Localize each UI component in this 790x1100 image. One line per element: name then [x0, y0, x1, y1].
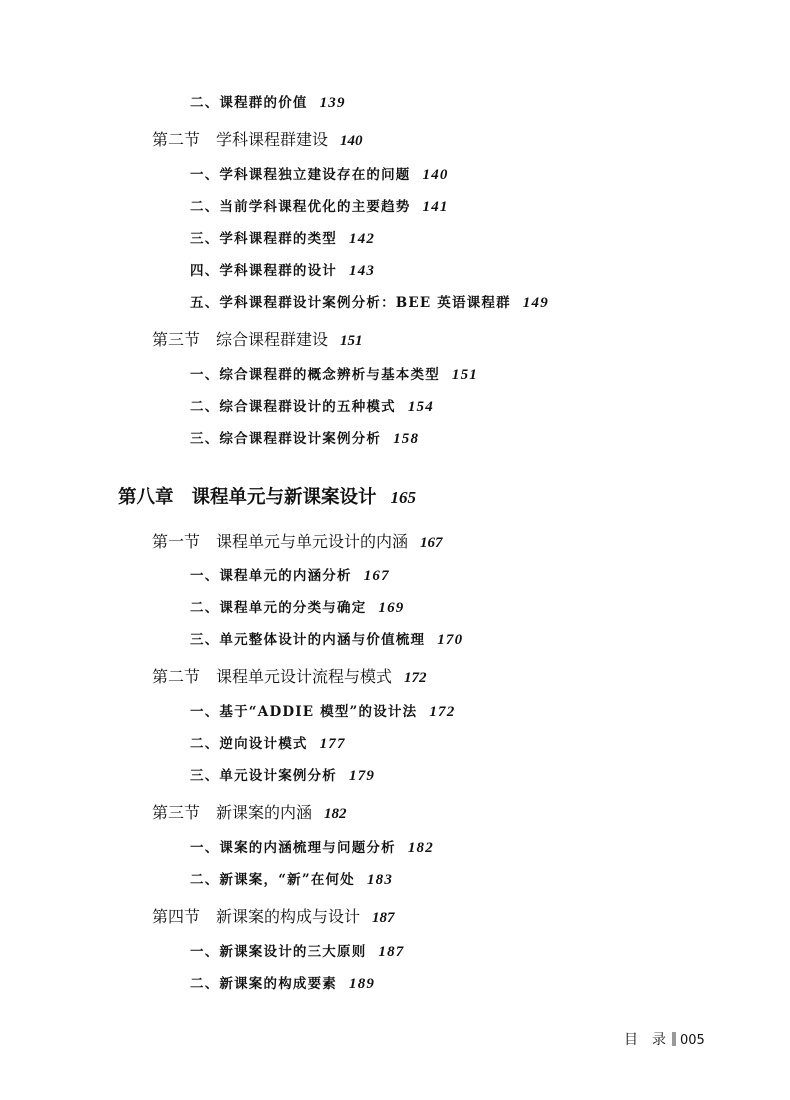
toc-entry-title: 新课案的内涵: [216, 803, 313, 822]
toc-entry-title: 学科课程群建设: [216, 130, 329, 149]
toc-entry-page: 187: [372, 910, 395, 926]
toc-entry-title: 三、学科课程群的类型: [190, 231, 337, 247]
toc-entry-page: 170: [437, 632, 464, 648]
toc-entry-page: 179: [349, 768, 376, 784]
toc-entry-title: 四、学科课程群的设计: [190, 263, 337, 279]
toc-entry-page: 189: [349, 976, 376, 992]
toc-entry-title: 二、新课案，“新”在何处: [190, 872, 355, 888]
toc-entry-page: 183: [366, 872, 394, 888]
toc-entry-title: 二、新课案的构成要素: [190, 976, 337, 992]
toc-entry-title: 二、课程群的价值: [190, 95, 308, 111]
toc-subsection: [190, 633, 463, 648]
toc-subsection: [190, 945, 405, 960]
toc-subsection: [190, 200, 449, 215]
toc-subsection: [190, 841, 434, 856]
footer-label: 目 录: [624, 1032, 666, 1048]
toc-entry-page: 141: [422, 199, 449, 215]
toc-entry-title: 二、综合课程群设计的五种模式: [190, 399, 396, 415]
toc-entry-page: 140: [340, 133, 363, 149]
page-footer: [624, 1029, 705, 1049]
toc-entry-title: 一、课案的内涵梳理与问题分析: [190, 840, 396, 856]
toc-entry-page: 177: [319, 736, 346, 752]
toc-entry-title: 一、课程单元的内涵分析: [190, 568, 352, 584]
toc-entry-page: 149: [522, 295, 549, 311]
toc-entry-title: 课程单元与新课案设计: [191, 487, 377, 508]
toc-subsection: [190, 368, 478, 383]
toc-entry-title: 一、新课案设计的三大原则: [190, 944, 367, 960]
toc-subsection: [190, 168, 449, 183]
toc-entry-title: 三、单元设计案例分析: [190, 768, 337, 784]
toc-entry-number: 第二节: [152, 667, 201, 686]
toc-entry-title: 二、当前学科课程优化的主要趋势: [190, 199, 411, 215]
toc-section: [152, 669, 427, 686]
toc-entry-title: 课程单元与单元设计的内涵: [216, 532, 409, 551]
toc-entry-title: 一、综合课程群的概念辨析与基本类型: [190, 367, 440, 383]
toc-subsection: [190, 264, 375, 279]
toc-entry-page: 169: [378, 600, 405, 616]
toc-entry-title: 一、学科课程独立建设存在的问题: [190, 167, 411, 183]
toc-entry-page: 154: [407, 399, 434, 415]
toc-subsection: [190, 705, 455, 720]
toc-subsection: [190, 569, 390, 584]
toc-entry-page: 142: [349, 231, 376, 247]
toc-section: [152, 332, 363, 349]
toc-entry-number: 第四节: [152, 907, 201, 926]
toc-subsection: [190, 96, 346, 111]
toc-entry-page: 187: [378, 944, 405, 960]
footer-divider: [672, 1032, 676, 1046]
toc-entry-page: 172: [404, 670, 427, 686]
toc-entry-page: 172: [429, 704, 456, 720]
toc-entry-number: 第三节: [152, 330, 201, 349]
toc-entry-page: 167: [363, 568, 390, 584]
toc-entry-page: 140: [422, 167, 449, 183]
toc-subsection: [190, 432, 419, 447]
toc-entry-title: 一、基于“ADDIE 模型”的设计法: [190, 704, 418, 720]
toc-section: [152, 909, 395, 926]
toc-entry-title: 综合课程群建设: [216, 330, 329, 349]
toc-subsection: [190, 232, 375, 247]
toc-subsection: [190, 296, 549, 311]
toc-entry-title: 课程单元设计流程与模式: [216, 667, 393, 686]
toc-entry-page: 143: [349, 263, 376, 279]
toc-entry-page: 151: [451, 367, 479, 383]
toc-entry-number: 第八章: [118, 487, 174, 508]
footer-page-number: 005: [680, 1033, 705, 1048]
toc-entry-page: 151: [340, 333, 363, 349]
toc-subsection: [190, 977, 375, 992]
toc-subsection: [190, 873, 393, 888]
toc-subsection: [190, 737, 346, 752]
toc-entry-number: 第二节: [152, 130, 201, 149]
toc-entry-title: 三、单元整体设计的内涵与价值梳理: [190, 632, 426, 648]
toc-entry-page: 165: [390, 488, 417, 507]
toc-section: [152, 534, 443, 551]
toc-entry-title: 三、综合课程群设计案例分析: [190, 431, 382, 447]
toc-entry-page: 167: [420, 535, 443, 551]
toc-entry-title: 新课案的构成与设计: [216, 907, 361, 926]
toc-entry-title: 二、课程单元的分类与确定: [190, 600, 367, 616]
toc-entry-title: 五、学科课程群设计案例分析：BEE 英语课程群: [190, 295, 511, 311]
toc-subsection: [190, 601, 405, 616]
toc-section: [152, 805, 347, 822]
toc-section: [152, 132, 363, 149]
toc-entry-page: 182: [324, 806, 347, 822]
toc-subsection: [190, 400, 434, 415]
toc-chapter: [118, 489, 416, 508]
toc-entry-page: 182: [407, 840, 434, 856]
toc-entry-number: 第三节: [152, 803, 201, 822]
toc-subsection: [190, 769, 375, 784]
toc-entry-title: 二、逆向设计模式: [190, 736, 308, 752]
toc-entry-page: 139: [319, 95, 346, 111]
toc-entry-page: 158: [393, 431, 420, 447]
toc-entry-number: 第一节: [152, 532, 201, 551]
